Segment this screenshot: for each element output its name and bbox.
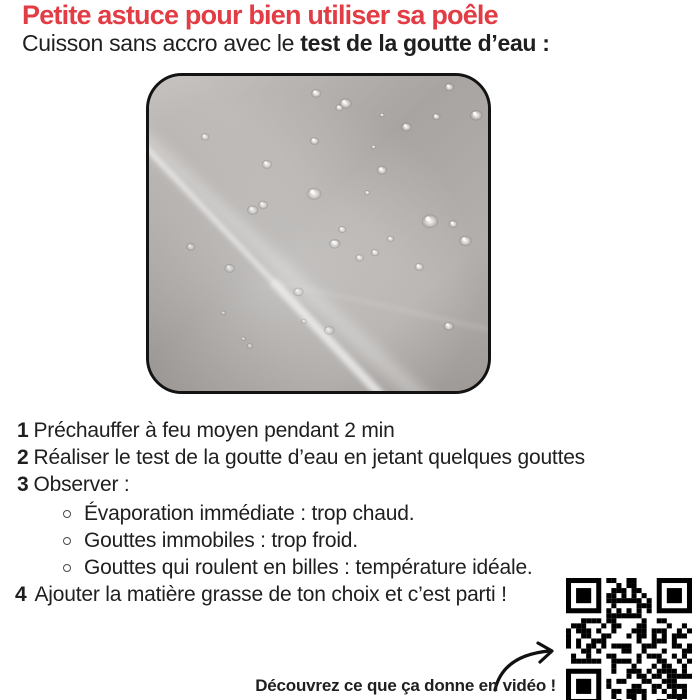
- step-1-text: Préchauffer à feu moyen pendant 2 min: [33, 419, 395, 442]
- step-3-text: Observer :: [33, 473, 130, 496]
- observations-list: [63, 500, 533, 581]
- step-3-number: 3: [17, 473, 29, 496]
- qr-code-image: [566, 578, 692, 700]
- bullet-ring-icon: [63, 510, 71, 518]
- step-4-number: 4: [15, 583, 27, 606]
- observation-text: Gouttes qui roulent en billes : température idéale.: [84, 556, 533, 579]
- step-2: [17, 444, 585, 471]
- step-2-text: Réaliser le test de la goutte d’eau en jetant quelques gouttes: [33, 446, 585, 469]
- observation-text: Évaporation immédiate : trop chaud.: [84, 502, 415, 525]
- pan-surface-image: [149, 76, 488, 391]
- video-cta-text: Découvrez ce que ça donne en vidéo !: [255, 676, 556, 695]
- bullet-ring-icon: [63, 537, 71, 545]
- observation-item-hot: [63, 500, 533, 527]
- step-4-text: Ajouter la matière grasse de ton choix et c’est parti !: [34, 583, 507, 606]
- observation-item-ideal: [63, 554, 533, 581]
- step-3: [17, 471, 585, 498]
- qr-code: [566, 578, 692, 700]
- observation-text: Gouttes immobiles : trop froid.: [84, 529, 358, 552]
- step-1: [17, 417, 585, 444]
- step-4: [15, 581, 507, 608]
- bullet-ring-icon: [63, 564, 71, 572]
- steps-list: [17, 417, 585, 498]
- pan-photo: [146, 73, 491, 394]
- subtitle-regular: Cuisson sans accro avec le: [22, 30, 301, 56]
- step-2-number: 2: [17, 446, 29, 469]
- step-1-number: 1: [17, 419, 29, 442]
- page-title: Petite astuce pour bien utiliser sa poêle: [22, 0, 498, 30]
- subtitle: [22, 29, 550, 57]
- observation-item-cold: [63, 527, 533, 554]
- subtitle-bold: test de la goutte d’eau :: [300, 30, 550, 56]
